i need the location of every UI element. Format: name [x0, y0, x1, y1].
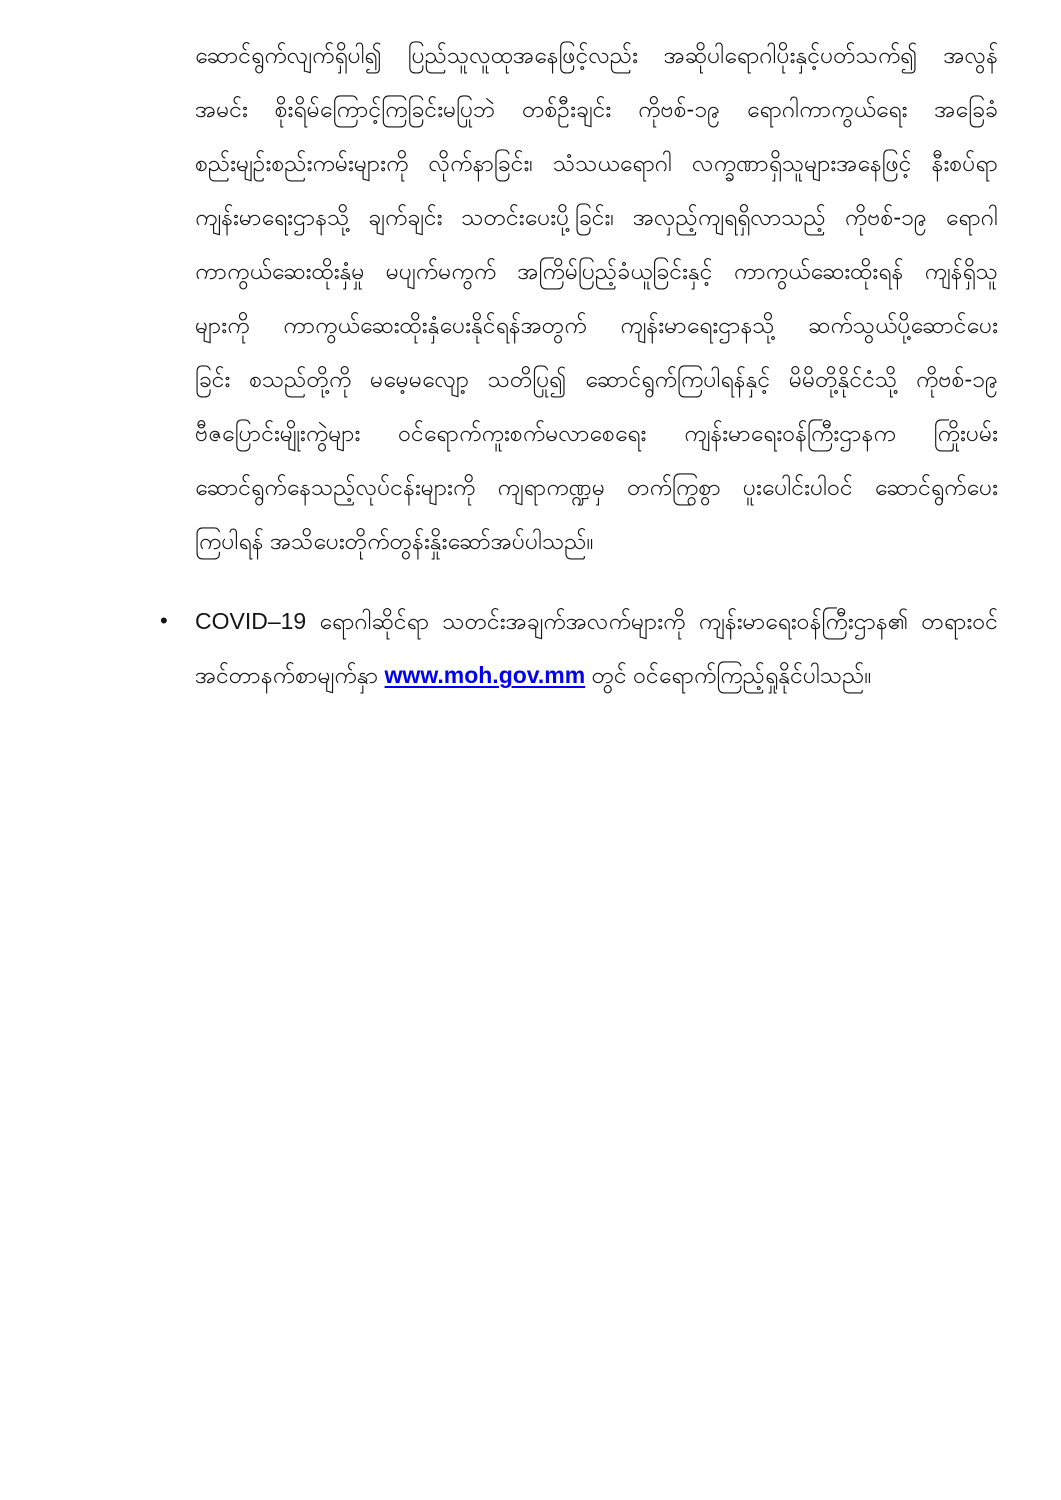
paragraph-line-3: စည်းမျဉ်းစည်းကမ်းများကို လိုက်နာခြင်း၊ သံသယရောဂါ လက္ခဏာရှိသူများအနေဖြင့် နီးစပ်ရာ [195, 150, 998, 176]
bullet-marker: • [160, 608, 168, 633]
page-content [160, 28, 998, 702]
bullet-line-2 [195, 648, 998, 702]
paragraph-line-7: ခြင်း စသည်တို့ကို မမေ့မလျော့ သတိပြု၍ ဆောင်ရွက်ကြပါရန်နှင့် မိမိတို့နိုင်ငံသို့ ကိုဗစ်-၁၉ [195, 366, 998, 392]
paragraph-line-5: ကာကွယ်ဆေးထိုးနှံမှု မပျက်မကွက် အကြိမ်ပြည့်ခံယူခြင်းနှင့် ကာကွယ်ဆေးထိုးရန် ကျန်ရှိသူ [195, 258, 998, 284]
paragraph-line-1: ဆောင်ရွက်လျက်ရှိပါ၍ ပြည်သူလူထုအနေဖြင့်လည်း အဆိုပါရောဂါပိုးနှင့်ပတ်သက်၍ အလွန် [195, 42, 998, 68]
bullet-line-1: COVID–19 ရောဂါဆိုင်ရာ သတင်းအချက်အလက်များကို ကျန်းမာရေးဝန်ကြီးဌာန၏ တရားဝင် [195, 608, 998, 634]
body-paragraph [195, 28, 998, 568]
bullet-line-2-text-before-link: အင်တာနက်စာမျက်နှာ [195, 662, 379, 688]
bullet-line-2-text-after-link: တွင် ဝင်ရောက်ကြည့်ရှုနိုင်ပါသည်။ [591, 662, 872, 688]
paragraph-line-2: အမင်း စိုးရိမ်ကြောင့်ကြခြင်းမပြုဘဲ တစ်ဦးချင်း ကိုဗစ်-၁၉ ရောဂါကာကွယ်ရေး အခြေခံ [195, 96, 998, 122]
paragraph-line-8: ဗီဇပြောင်းမျိုးကွဲများ ဝင်ရောက်ကူးစက်မလာစေရေး ကျန်းမာရေးဝန်ကြီးဌာနက ကြိုးပမ်း [195, 420, 998, 446]
moh-website-link[interactable]: www.moh.gov.mm [384, 662, 586, 688]
paragraph-line-10: ကြပါရန် အသိပေးတိုက်တွန်းနှိုးဆော်အပ်ပါသည်။ [195, 528, 594, 554]
paragraph-line-4: ကျန်းမာရေးဌာနသို့ ချက်ချင်း သတင်းပေးပို့ခြင်း၊ အလှည့်ကျရရှိလာသည့် ကိုဗစ်-၁၉ ရောဂါ [195, 204, 998, 230]
paragraph-line-9: ဆောင်ရွက်နေသည့်လုပ်ငန်းများကို ကျရာကဏ္ဍမှ တက်ကြွစွာ ပူးပေါင်းပါဝင် ဆောင်ရွက်ပေး [195, 474, 998, 500]
bullet-list-item [160, 594, 998, 702]
paragraph-line-6: များကို ကာကွယ်ဆေးထိုးနှံပေးနိုင်ရန်အတွက် ကျန်းမာရေးဌာနသို့ ဆက်သွယ်ပို့ဆောင်ပေး [195, 312, 998, 338]
